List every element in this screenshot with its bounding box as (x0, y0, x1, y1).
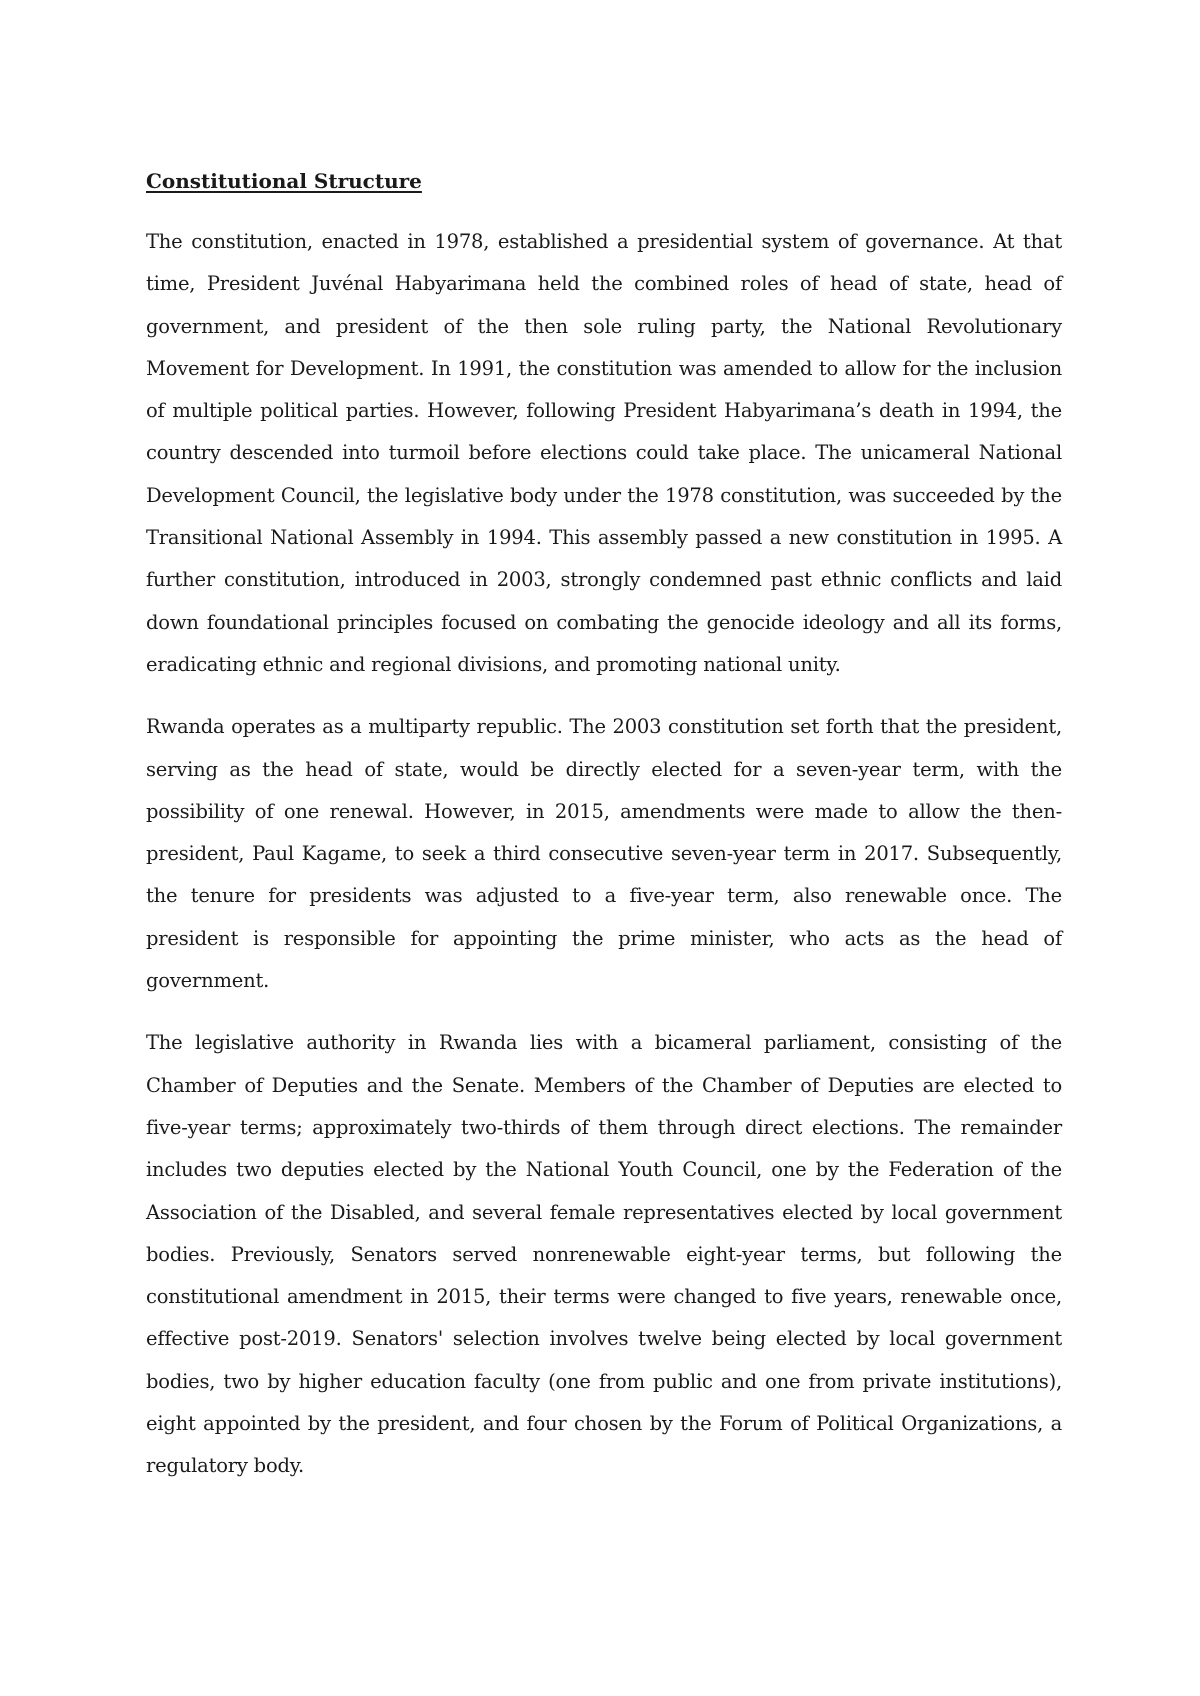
document-page (146, 166, 1062, 1508)
section-heading: Constitutional Structure (146, 169, 422, 193)
paragraph-legislature: The legislative authority in Rwanda lies with a bicameral parliament, consisting of the Chamber of Deputies and the Senate. Members of the Chamber of Deputies are elected to five-year terms; approximately two-thirds of them through direct elections. The remainder includes two deputies elected by the National Youth Council, one by the Federation of the Association of the Disabled, and several female representatives elected by local government bodies. Previously, Senators served nonrenewable eight-year terms, but following the constitutional amendment in 2015, their terms were changed to five years, renewable once, effective post-2019. Senators' selection involves twelve being elected by local government bodies, two by higher education faculty (one from public and one from private institutions), eight appointed by the president, and four chosen by the Forum of Political Organizations, a regulatory body. (146, 1031, 1062, 1478)
paragraph-constitution-history: The constitution, enacted in 1978, established a presidential system of governance. At that time, President Juvénal Habyarimana held the combined roles of head of state, head of government, and president of the then sole ruling party, the National Revolutionary Movement for Development. In 1991, the constitution was amended to allow for the inclusion of multiple political parties. However, following President Habyarimana’s death in 1994, the country descended into turmoil before elections could take place. The unicameral National Development Council, the legislative body under the 1978 constitution, was succeeded by the Transitional National Assembly in 1994. This assembly passed a new constitution in 1995. A further constitution, introduced in 2003, strongly condemned past ethnic conflicts and laid down foundational principles focused on combating the genocide ideology and all its forms, eradicating ethnic and regional divisions, and promoting national unity. (146, 230, 1062, 676)
paragraph-executive: Rwanda operates as a multiparty republic. The 2003 constitution set forth that the president, serving as the head of state, would be directly elected for a seven-year term, with the possibility of one renewal. However, in 2015, amendments were made to allow the then-president, Paul Kagame, to seek a third consecutive seven-year term in 2017. Subsequently, the tenure for presidents was adjusted to a five-year term, also renewable once. The president is responsible for appointing the prime minister, who acts as the head of government. (146, 715, 1062, 993)
